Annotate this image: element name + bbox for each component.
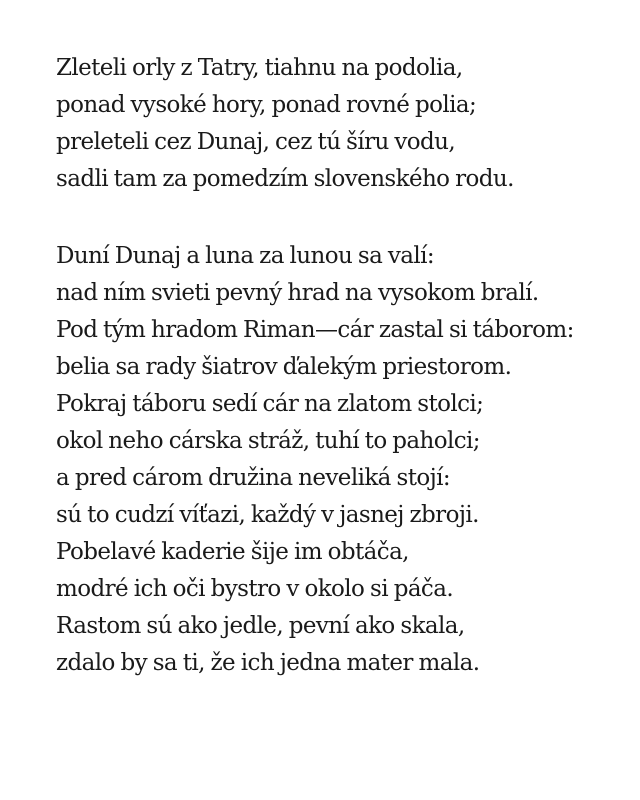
poem-line: ponad vysoké hory, ponad rovné polia;: [56, 92, 477, 118]
poem-text: [56, 50, 626, 682]
poem-line: Zleteli orly z Tatry, tiahnu na podolia,: [56, 55, 463, 81]
poem-line: modré ich oči bystro v okolo si páča.: [56, 576, 454, 602]
poem-line: Pokraj táboru sedí cár na zlatom stolci;: [56, 391, 484, 417]
poem-line: a pred cárom družina neveliká stojí:: [56, 465, 451, 491]
poem-line: belia sa rady šiatrov ďalekým priestorom.: [56, 354, 512, 380]
poem-line: sú to cudzí víťazi, každý v jasnej zbroji.: [56, 502, 479, 528]
poem-line: Pod tým hradom Riman—cár zastal si táborom:: [56, 317, 574, 343]
poem-line: nad ním svieti pevný hrad na vysokom bralí.: [56, 280, 539, 306]
poem-line: sadli tam za pomedzím slovenského rodu.: [56, 166, 514, 192]
stanza-1: [56, 50, 626, 198]
poem-line: zdalo by sa ti, že ich jedna mater mala.: [56, 650, 480, 676]
poem-line: Rastom sú ako jedle, pevní ako skala,: [56, 613, 465, 639]
poem-line: okol neho cárska stráž, tuhí to paholci;: [56, 428, 480, 454]
poem-line: preleteli cez Dunaj, cez tú šíru vodu,: [56, 129, 456, 155]
stanza-2: [56, 238, 626, 682]
poem-line: Duní Dunaj a luna za lunou sa valí:: [56, 243, 435, 269]
poem-line: Pobelavé kaderie šije im obtáča,: [56, 539, 409, 565]
